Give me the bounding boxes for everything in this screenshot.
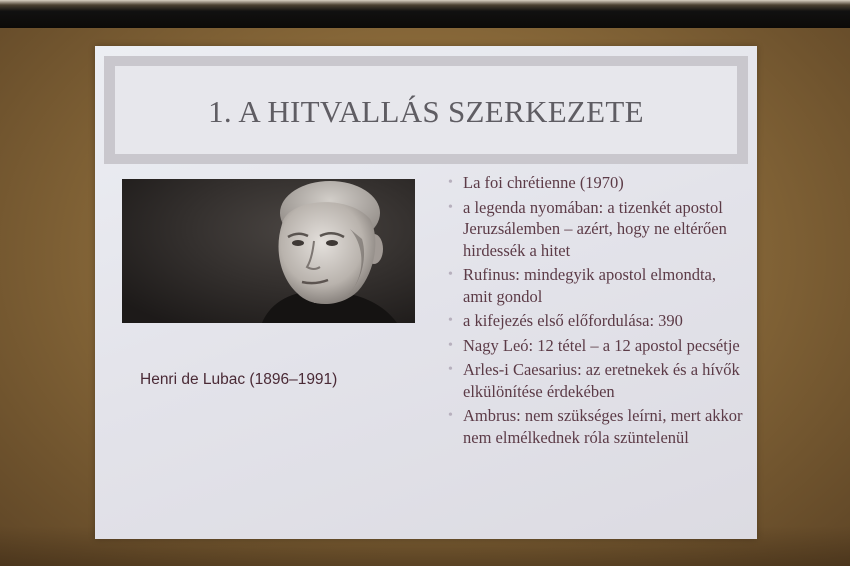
slide-title: 1. A HITVALLÁS SZERKEZETE [208,94,644,129]
bullet-item: • a legenda nyomában: a tizenkét apostol Jeruzsálemben – azért, hogy ne eltérően hirdessék a hitet [448,197,727,260]
bullet-item: • a kifejezés első előfordulása: 390 [448,311,683,330]
bullet-icon: • [448,337,453,353]
portrait-photo [122,179,415,323]
bullet-icon: • [448,199,453,215]
title-box [115,66,737,154]
bullet-icon: • [448,175,453,190]
bullet-icon: • [448,313,453,328]
portrait-image [122,179,415,323]
bullet-item: • Rufinus: mindegyik apostol elmondta, amit gondol [448,265,716,306]
bullet-list [448,172,748,451]
bullet-item: • Arles-i Caesarius: az eretnekek és a hívők elkülönítése érdekében [448,360,740,401]
bullet-item: • Nagy Leó: 12 tétel – a 12 apostol pecsétje [448,335,740,355]
title-bar [104,56,748,164]
bullet-item: • La foi chrétienne (1970) [448,173,624,192]
photo-caption: Henri de Lubac (1896–1991) [140,371,338,388]
bullet-icon: • [448,408,453,423]
projected-slide [95,46,757,539]
bullet-icon: • [448,362,453,377]
bullet-icon: • [448,267,453,282]
room-ceiling [0,0,850,28]
bullet-item: • Ambrus: nem szükséges leírni, mert akkor nem elmélkednek róla szüntelenül [448,406,743,447]
